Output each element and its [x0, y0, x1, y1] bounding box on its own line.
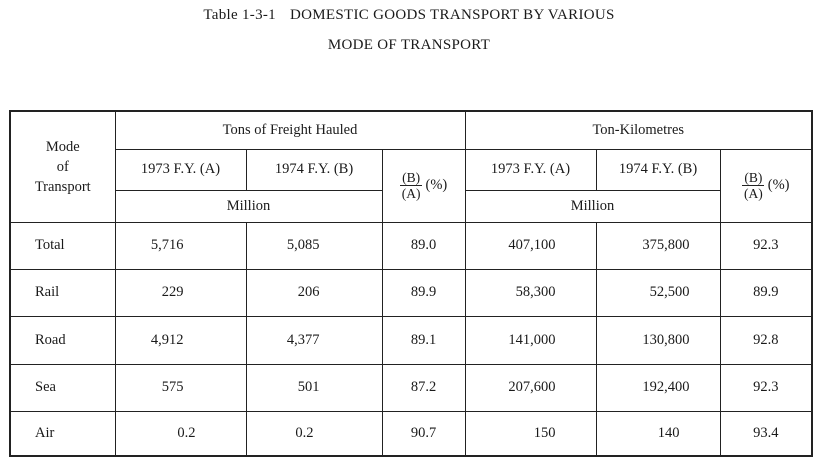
tonkm-unit-label: Million [465, 190, 720, 222]
table-row [10, 222, 812, 269]
cell-value: 150 [465, 411, 596, 456]
cell-value: 58,300 [465, 269, 596, 316]
tonkm-1973-header: 1973 F.Y. (A) [465, 149, 596, 190]
tonkm-ratio-header: (B) (A) (%) [720, 149, 812, 222]
cell-value: 87.2 [382, 364, 465, 411]
row-label: Rail [10, 269, 115, 316]
cell-value: 207,600 [465, 364, 596, 411]
table-row [10, 411, 812, 456]
cell-value: 89.0 [382, 222, 465, 269]
mode-header: Mode of Transport [10, 111, 115, 222]
cell-value: 4,377 [246, 316, 382, 364]
table-title [0, 7, 818, 24]
cell-value: 93.4 [720, 411, 812, 456]
table-row [10, 269, 812, 316]
cell-value: 140 [596, 411, 720, 456]
cell-value: 89.1 [382, 316, 465, 364]
cell-value: 4,912 [115, 316, 246, 364]
tons-1973-header: 1973 F.Y. (A) [115, 149, 246, 190]
table-number: Table 1-3-1 [203, 7, 276, 23]
title-line-1: DOMESTIC GOODS TRANSPORT BY VARIOUS [289, 7, 615, 23]
title-line-2: MODE OF TRANSPORT [327, 37, 491, 53]
cell-value: 89.9 [382, 269, 465, 316]
cell-value: 192,400 [596, 364, 720, 411]
row-label: Road [10, 316, 115, 364]
table-row [10, 316, 812, 364]
table-row [10, 364, 812, 411]
tons-group-header: Tons of Freight Hauled [115, 111, 465, 149]
cell-value: 130,800 [596, 316, 720, 364]
cell-value: 92.3 [720, 222, 812, 269]
cell-value: 375,800 [596, 222, 720, 269]
cell-value: 141,000 [465, 316, 596, 364]
cell-value: 575 [115, 364, 246, 411]
cell-value: 89.9 [720, 269, 812, 316]
tons-unit-label: Million [115, 190, 382, 222]
cell-value: 5,716 [115, 222, 246, 269]
cell-value: 407,100 [465, 222, 596, 269]
tonkm-1974-header: 1974 F.Y. (B) [596, 149, 720, 190]
tons-ratio-header: (B) (A) (%) [382, 149, 465, 222]
cell-value: 0.2 [246, 411, 382, 456]
cell-value: 0.2 [115, 411, 246, 456]
cell-value: 5,085 [246, 222, 382, 269]
row-label: Total [10, 222, 115, 269]
cell-value: 92.8 [720, 316, 812, 364]
cell-value: 206 [246, 269, 382, 316]
row-label: Sea [10, 364, 115, 411]
cell-value: 90.7 [382, 411, 465, 456]
cell-value: 52,500 [596, 269, 720, 316]
cell-value: 229 [115, 269, 246, 316]
tonkm-group-header: Ton-Kilometres [465, 111, 812, 149]
tons-1974-header: 1974 F.Y. (B) [246, 149, 382, 190]
cell-value: 92.3 [720, 364, 812, 411]
cell-value: 501 [246, 364, 382, 411]
transport-table [9, 110, 813, 457]
row-label: Air [10, 411, 115, 456]
